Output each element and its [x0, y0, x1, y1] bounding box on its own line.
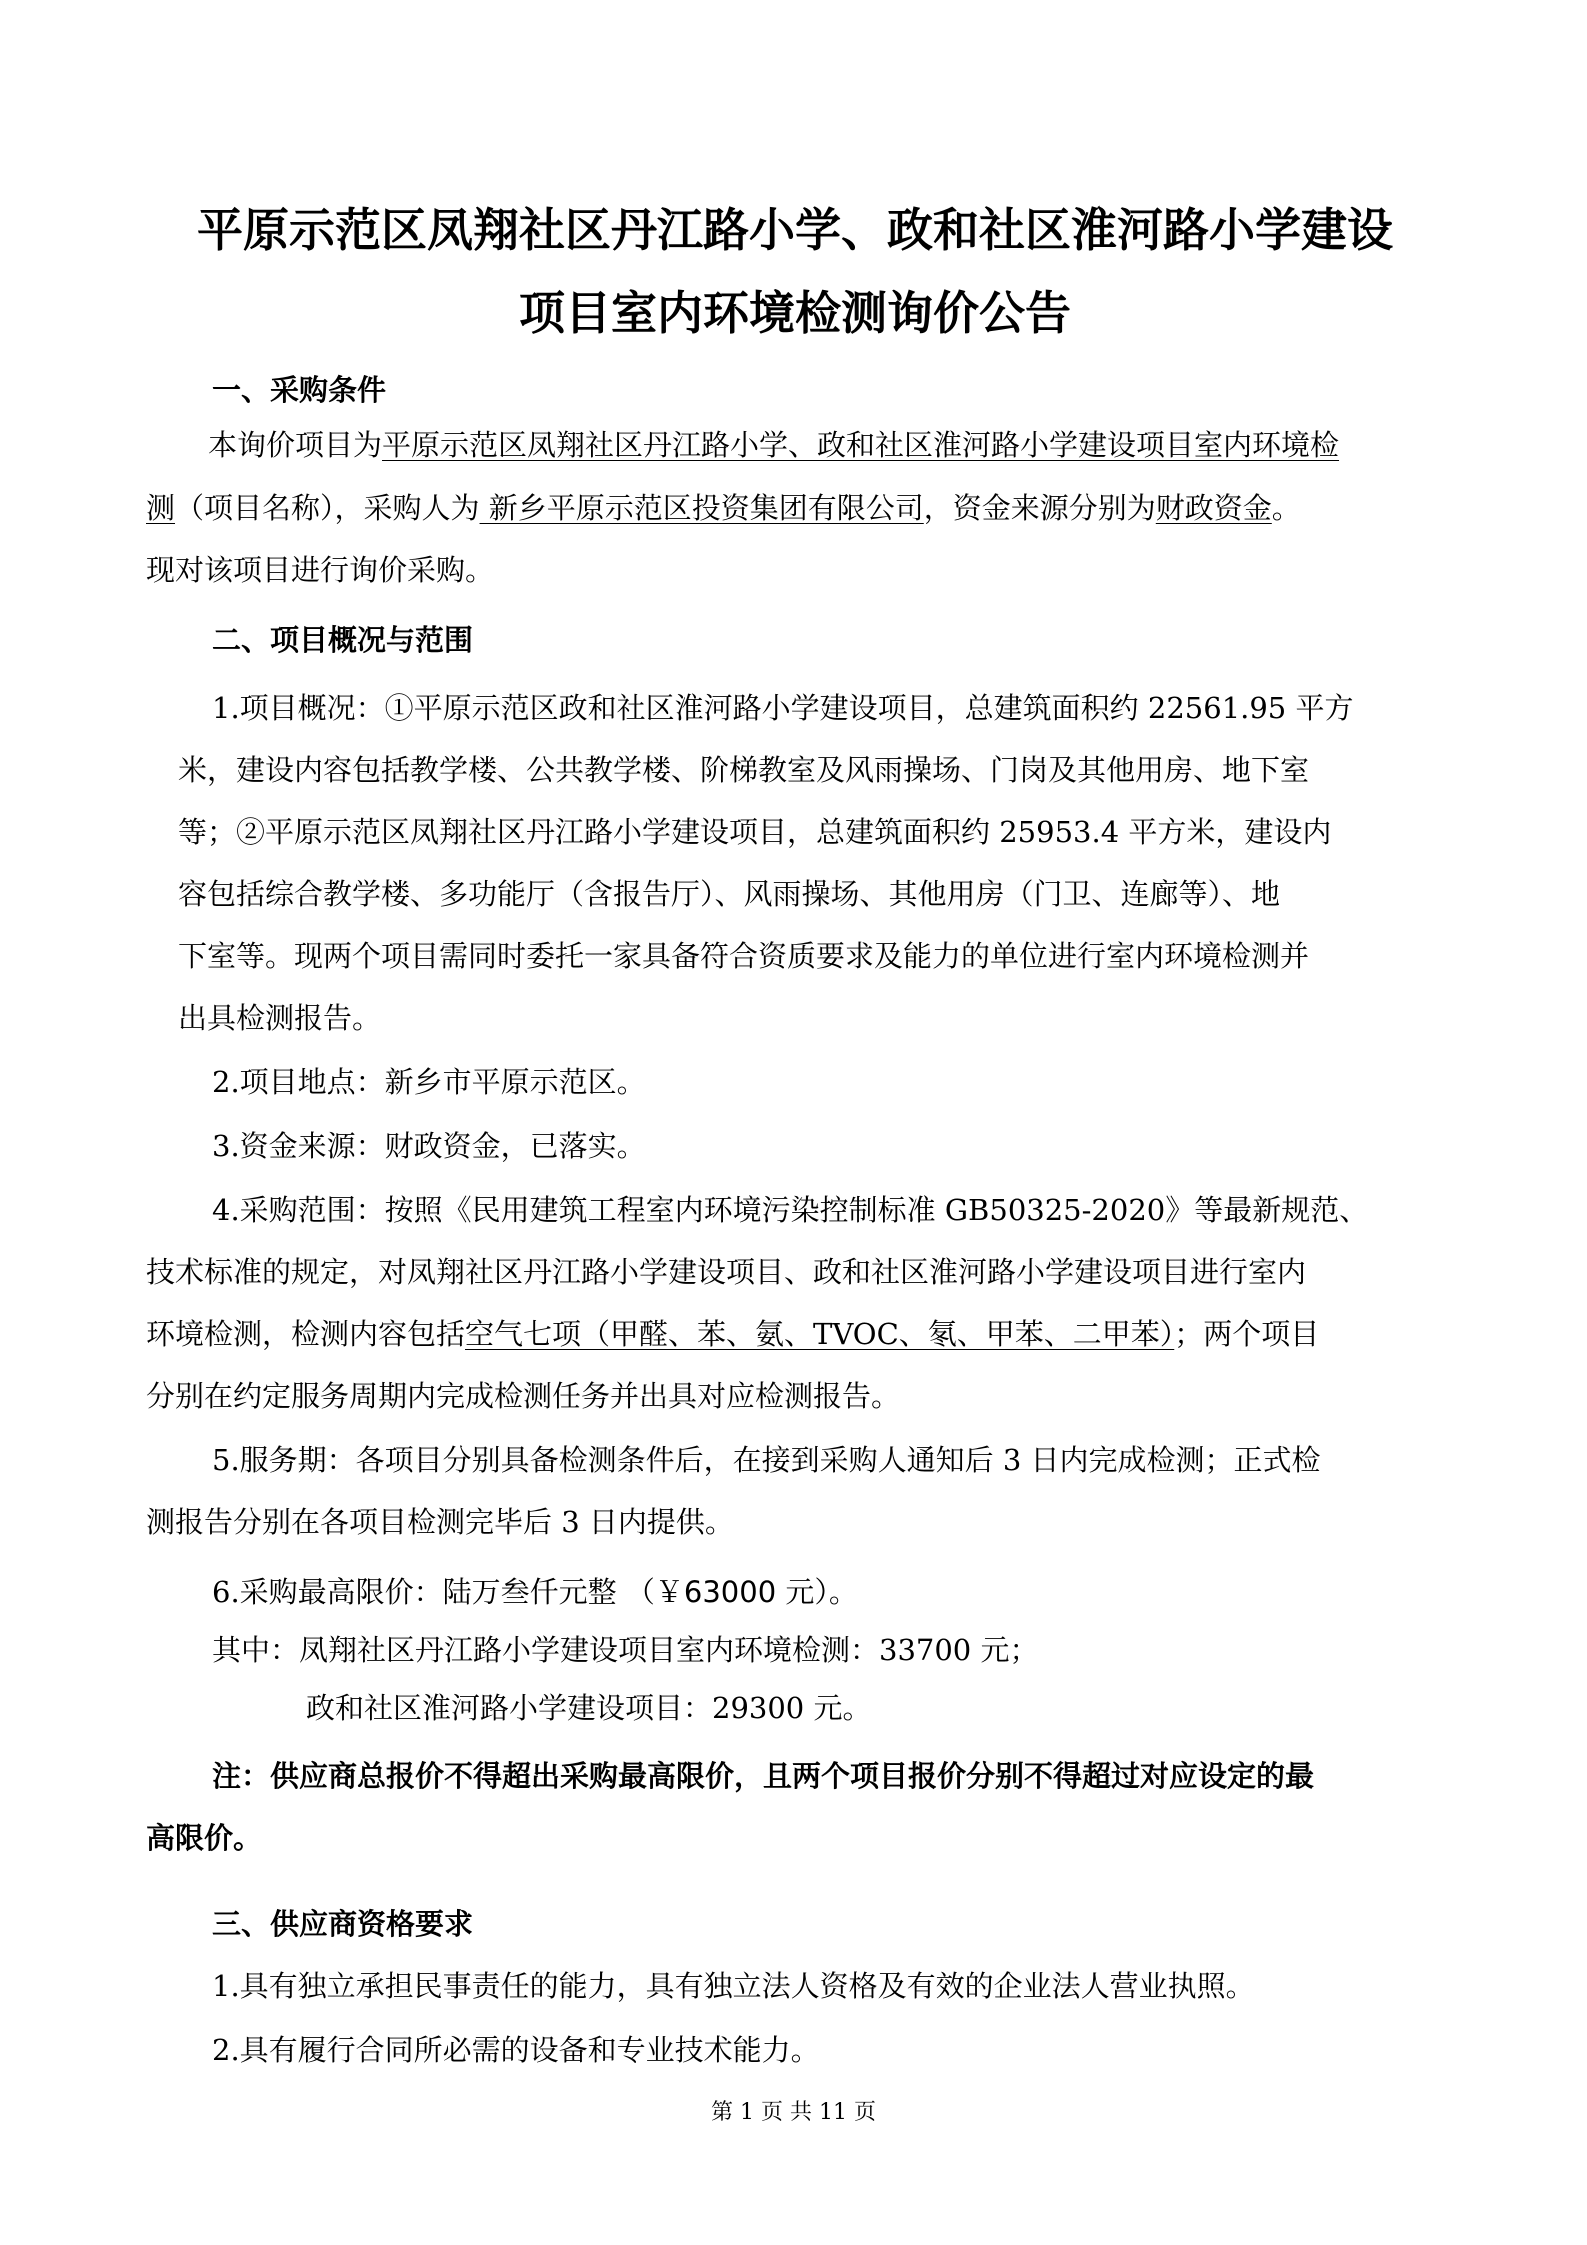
section1-text: ，资金来源分别为: [923, 491, 1156, 525]
qualification-item2: 2.具有履行合同所必需的设备和专业技术能力。: [212, 2033, 820, 2067]
document-title-line1: 平原示范区凤翔社区丹江路小学、政和社区淮河路小学建设: [197, 203, 1393, 257]
scope-line1: 4.采购范围：按照《民用建筑工程室内环境污染控制标准 GB50325-2020》等最新规范、: [212, 1193, 1369, 1227]
overview-line3: 等；②平原示范区凤翔社区丹江路小学建设项目，总建筑面积约 25953.4 平方米，建设内: [178, 815, 1332, 849]
price-sub2: 政和社区淮河路小学建设项目：29300 元。: [306, 1691, 872, 1725]
section3-heading: 三、供应商资格要求: [212, 1907, 474, 1941]
location-item: 2.项目地点：新乡市平原示范区。: [212, 1065, 646, 1099]
note-line2: 高限价。: [146, 1821, 263, 1855]
section1-text: （项目名称），采购人为: [175, 491, 480, 525]
overview-line5: 下室等。现两个项目需同时委托一家具备符合资质要求及能力的单位进行室内环境检测并: [178, 939, 1310, 973]
section1-paragraph-line3: 现对该项目进行询价采购。: [146, 553, 495, 587]
qualification-item1: 1.具有独立承担民事责任的能力，具有独立法人资格及有效的企业法人营业执照。: [212, 1969, 1255, 2003]
note-line1: 注：供应商总报价不得超出采购最高限价，且两个项目报价分别不得超过对应设定的最: [212, 1759, 1315, 1793]
fund-item: 3.资金来源：财政资金，已落实。: [212, 1129, 646, 1163]
section1-text: 本询价项目为: [208, 428, 383, 462]
page-number: 第 1 页 共 11 页: [711, 2100, 876, 2125]
scope-line2: 技术标准的规定，对凤翔社区丹江路小学建设项目、政和社区淮河路小学建设项目进行室内: [146, 1255, 1307, 1289]
price-sub1: 其中：凤翔社区丹江路小学建设项目室内环境检测：33700 元；: [212, 1633, 1039, 1667]
price-limit: [212, 1572, 1512, 1612]
project-name: 平原示范区凤翔社区丹江路小学、政和社区淮河路小学建设项目室内环境检: [382, 428, 1340, 462]
section2-heading: 二、项目概况与范围: [212, 623, 474, 657]
project-name-end: 测: [146, 491, 176, 525]
section1-heading: 一、采购条件: [212, 373, 387, 407]
scope-line3: [146, 1314, 1446, 1354]
section1-paragraph-line2: [146, 488, 1446, 528]
service-line2: 测报告分别在各项目检测完毕后 3 日内提供。: [146, 1505, 734, 1539]
document-title-line2: 项目室内环境检测询价公告: [519, 286, 1071, 340]
purchaser-name: 新乡平原示范区投资集团有限公司: [479, 491, 924, 525]
price-text: 6.采购最高限价：陆万叁仟元整 （: [212, 1575, 655, 1609]
overview-line1: 1.项目概况：①平原示范区政和社区淮河路小学建设项目，总建筑面积约 22561.95 平方: [212, 691, 1354, 725]
fund-source: 财政资金: [1155, 491, 1272, 525]
test-items: 空气七项（甲醛、苯、氨、TVOC、氡、甲苯、二甲苯）: [465, 1317, 1175, 1351]
scope-text: 环境检测，检测内容包括: [146, 1317, 466, 1351]
overview-line4: 容包括综合教学楼、多功能厅（含报告厅）、风雨操场、其他用房（门卫、连廊等）、地: [178, 877, 1281, 911]
scope-text: ；两个项目: [1174, 1317, 1320, 1351]
overview-line6: 出具检测报告。: [178, 1001, 382, 1035]
overview-line2: 米，建设内容包括教学楼、公共教学楼、阶梯教室及风雨操场、门岗及其他用房、地下室: [178, 753, 1310, 787]
price-amount: ￥63000 元: [654, 1575, 815, 1609]
section1-paragraph-line1: [208, 425, 1508, 465]
service-line1: 5.服务期：各项目分别具备检测条件后，在接到采购人通知后 3 日内完成检测；正式检: [212, 1443, 1321, 1477]
section1-text: 。: [1271, 491, 1301, 525]
price-text: ）。: [814, 1575, 858, 1609]
scope-line4: 分别在约定服务周期内完成检测任务并出具对应检测报告。: [146, 1379, 901, 1413]
